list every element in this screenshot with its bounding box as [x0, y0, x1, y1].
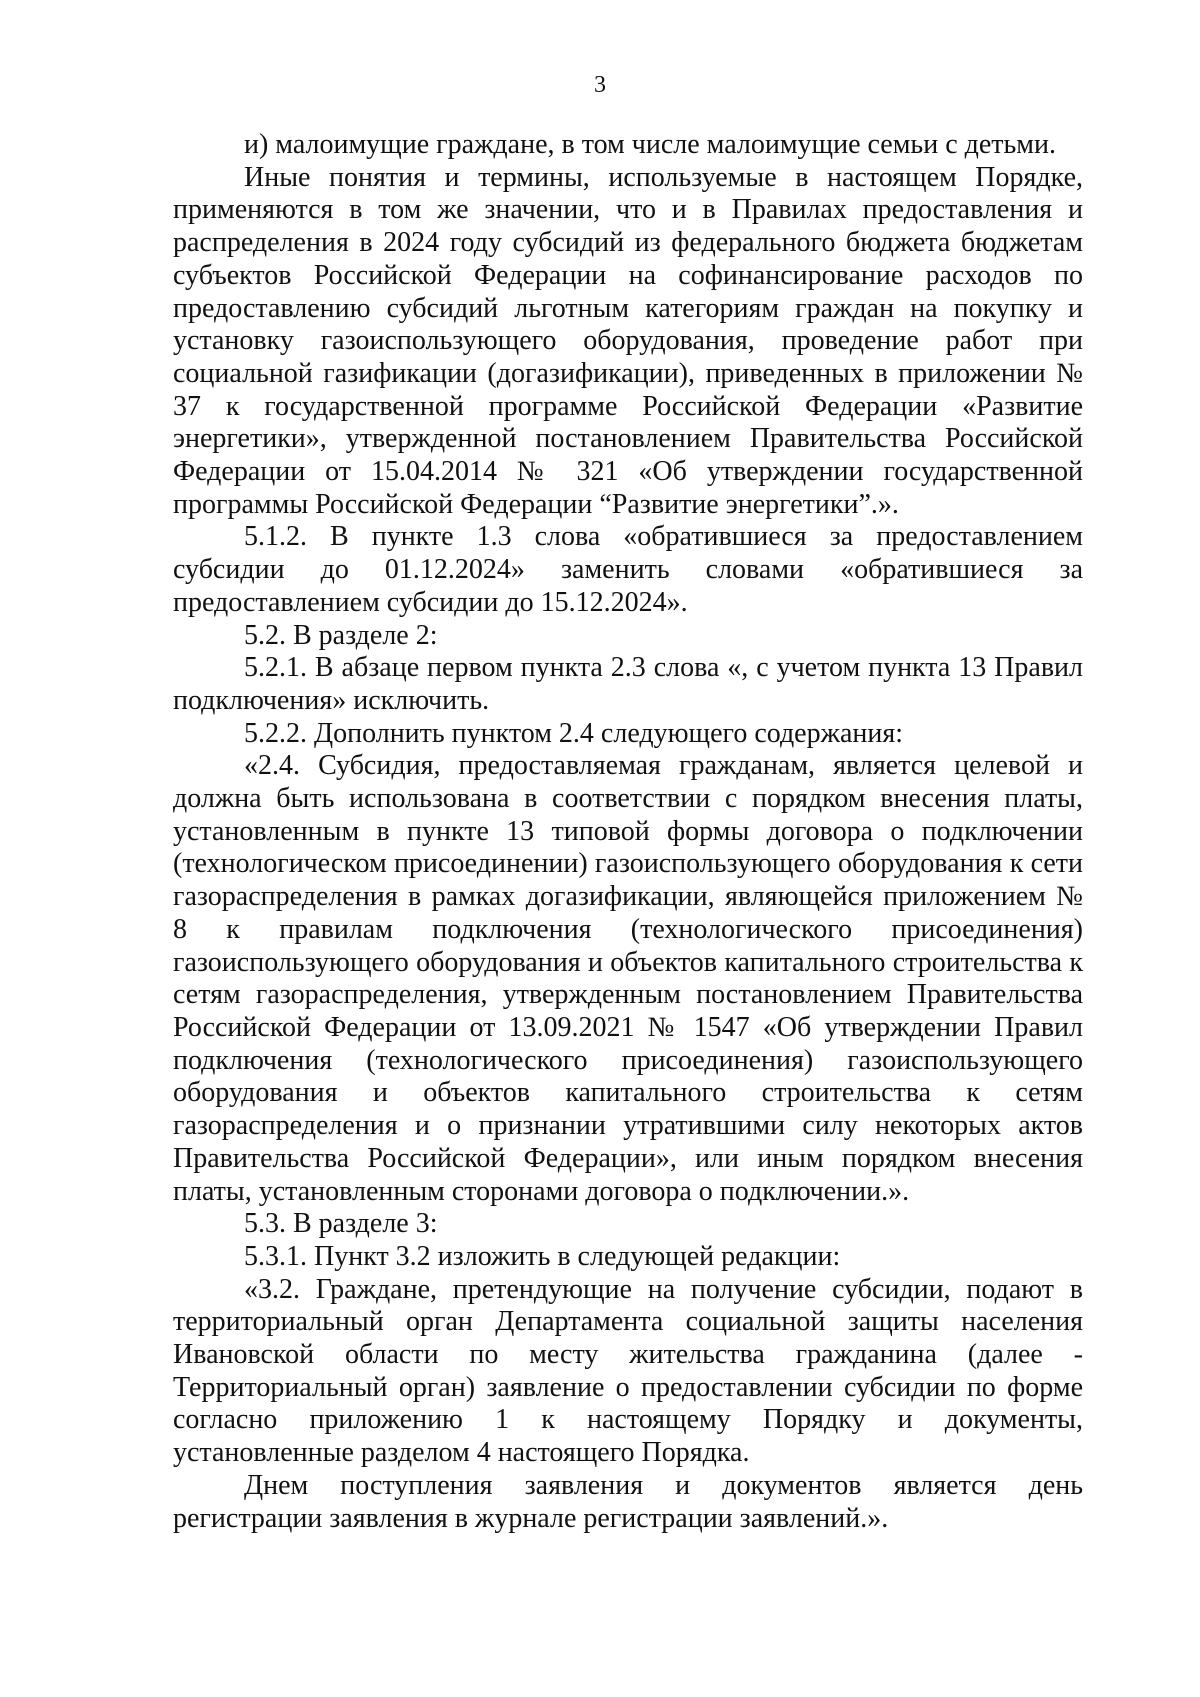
paragraph: 5.3. В разделе 3:: [244, 1208, 438, 1240]
paragraph: «2.4. Субсидия, предоставляемая гражданам, является целевой и должна быть использована в соответствии с порядком внесения платы, установленным в пункте 13 типовой формы договора о подключении (технологическом присоединении) газоиспользующего оборудования к сети газораспределения в рамках догазификации, являющейся приложением № 8 к правилам подключения (технологического присоединения) газоиспользующего оборудования и объектов капитального строительства к сетям газораспределения, утвержденным постановлением Правительства Российской Федерации от 13.09.2021 № 1547 «Об утверждении Правил подключения (технологического присоединения) газоиспользующего оборудования и объектов капитального строительства к сетям газораспределения и о признании утратившими силу некоторых актов Правительства Российской Федерации», или иным порядком внесения платы, установленным сторонами договора о подключении.».: [173, 750, 1083, 1207]
paragraph: 5.2.2. Дополнить пунктом 2.4 следующего содержания:: [244, 717, 904, 749]
paragraph: и) малоимущие граждане, в том числе малоимущие семьи с детьми.: [244, 129, 1056, 160]
paragraph: 5.3.1. Пункт 3.2 изложить в следующей редакции:: [244, 1240, 841, 1272]
paragraph: 5.1.2. В пункте 1.3 слова «обратившиеся за предоставлением субсидии до 01.12.2024» заменить словами «обратившиеся за предоставлением субсидии до 15.12.2024».: [173, 521, 1083, 618]
paragraph: 5.2.1. В абзаце первом пункта 2.3 слова «, с учетом пункта 13 Правил подключения» исключить.: [173, 652, 1083, 716]
paragraph: 5.2. В разделе 2:: [244, 619, 438, 651]
paragraph: Днем поступления заявления и документов является день регистрации заявления в журнале регистрации заявлений.».: [173, 1469, 1083, 1534]
page-number: 3: [594, 72, 606, 98]
paragraph: Иные понятия и термины, используемые в настоящем Порядке, применяются в том же значении, что и в Правилах предоставления и распределения в 2024 году субсидий из федерального бюджета бюджетам субъектов Российской Федерации на софинансирование расходов по предоставлению субсидий льготным категориям граждан на покупку и установку газоиспользующего оборудования, проведение работ при социальной газификации (догазификации), приведенных в приложении № 37 к государственной программе Российской Федерации «Развитие энергетики», утвержденной постановлением Правительства Российской Федерации от 15.04.2014 № 321 «Об утверждении государственной программы Российской Федерации “Развитие энергетики”.».: [173, 161, 1083, 520]
paragraph: «3.2. Граждане, претендующие на получение субсидии, подают в территориальный орган Департамента социальной защиты населения Ивановской области по месту жительства гражданина (далее - Территориальный орган) заявление о предоставлении субсидии по форме согласно приложению 1 к настоящему Порядку и документы, установленные разделом 4 настоящего Порядка.: [173, 1273, 1083, 1469]
document-body: [173, 129, 1083, 1535]
